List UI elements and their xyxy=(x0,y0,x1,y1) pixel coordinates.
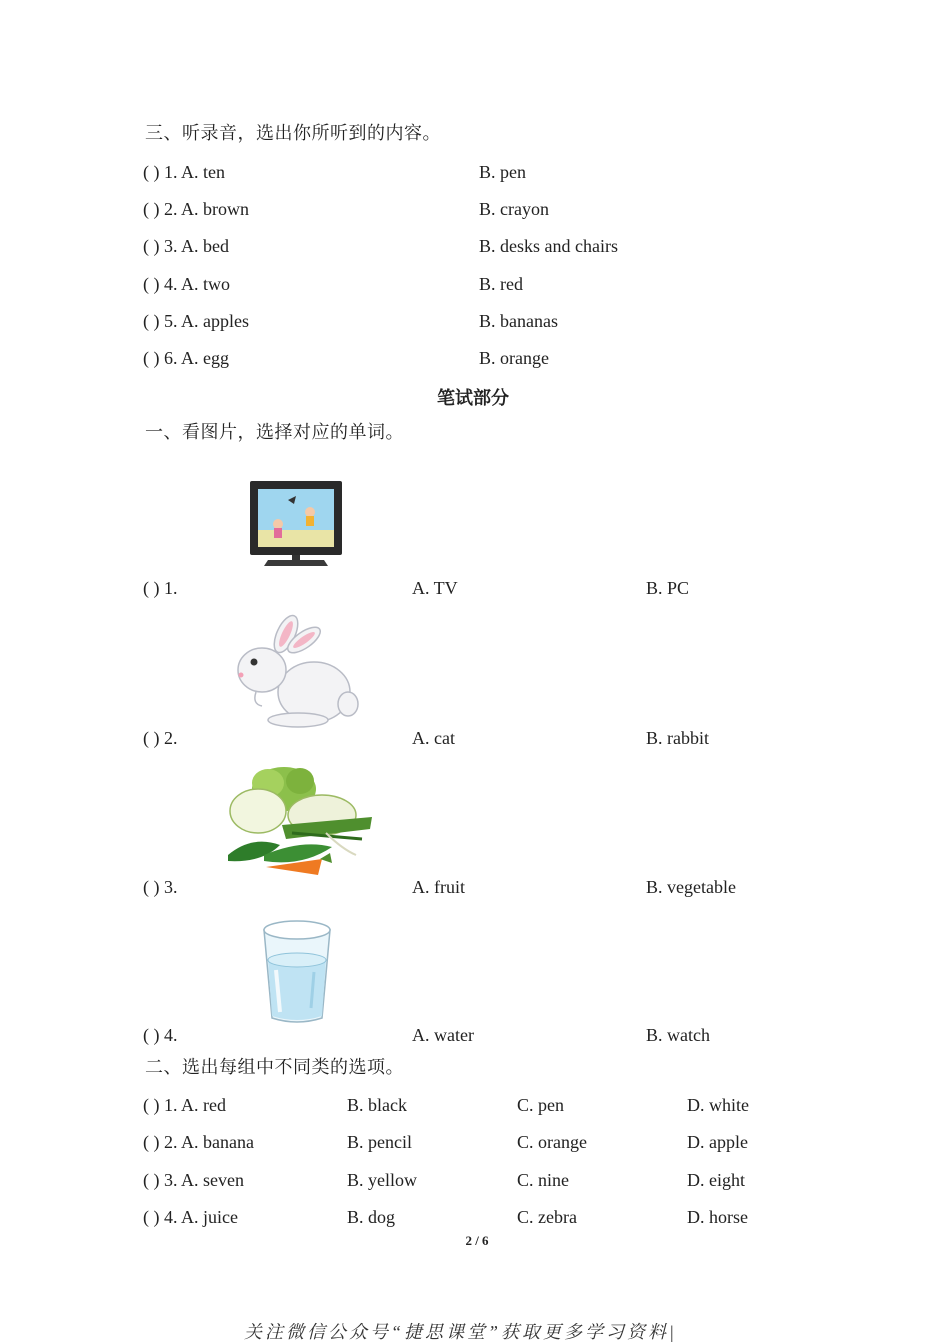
s3-q1-b: B. pen xyxy=(479,162,526,182)
p1-q4-a: A. water xyxy=(412,1025,474,1045)
page-number: 2 / 6 xyxy=(465,1233,489,1248)
p1-q2-b: B. rabbit xyxy=(646,728,709,748)
p1-q4-b: B. watch xyxy=(646,1025,710,1045)
p2-q3-c: C. nine xyxy=(517,1170,569,1190)
p2-q3-d: D. eight xyxy=(687,1170,745,1190)
p2-q4-b: B. dog xyxy=(347,1207,396,1227)
s3-q4: ( ) 4. A. two xyxy=(143,274,230,294)
footer-note: 关注微信公众号“捷思课堂”获取更多学习资料| xyxy=(244,1322,677,1342)
p2-q4-c: C. zebra xyxy=(517,1207,577,1227)
p2-q1: ( ) 1. A. red xyxy=(143,1095,226,1115)
p1-q3-a: A. fruit xyxy=(412,877,465,897)
part1-heading: 一、看图片，选择对应的单词。 xyxy=(145,422,404,442)
p2-q4-d: D. horse xyxy=(687,1207,748,1227)
s3-q2-b: B. crayon xyxy=(479,199,549,219)
p2-q4: ( ) 4. A. juice xyxy=(143,1207,238,1227)
s3-q3-b: B. desks and chairs xyxy=(479,236,618,256)
p2-q1-b: B. black xyxy=(347,1095,407,1115)
s3-q6-b: B. orange xyxy=(479,348,549,368)
s3-q6: ( ) 6. A. egg xyxy=(143,348,229,368)
p1-q3-b: B. vegetable xyxy=(646,877,736,897)
s3-q1: ( ) 1. A. ten xyxy=(143,162,225,182)
p1-q3: ( ) 3. xyxy=(143,877,178,897)
p2-q1-c: C. pen xyxy=(517,1095,564,1115)
part2-heading: 二、选出每组中不同类的选项。 xyxy=(145,1057,404,1077)
vegetables-icon xyxy=(222,763,374,877)
p2-q3-b: B. yellow xyxy=(347,1170,417,1190)
rabbit-icon xyxy=(232,614,362,732)
p2-q2: ( ) 2. A. banana xyxy=(143,1132,254,1152)
s3-q5: ( ) 5. A. apples xyxy=(143,311,249,331)
s3-q2: ( ) 2. A. brown xyxy=(143,199,249,219)
p1-q2: ( ) 2. xyxy=(143,728,178,748)
p1-q1-b: B. PC xyxy=(646,578,690,598)
s3-q5-b: B. bananas xyxy=(479,311,558,331)
s3-q3: ( ) 3. A. bed xyxy=(143,236,229,256)
p2-q2-b: B. pencil xyxy=(347,1132,412,1152)
section3-heading: 三、听录音，选出你所听到的内容。 xyxy=(145,123,441,143)
s3-q4-b: B. red xyxy=(479,274,523,294)
p2-q1-d: D. white xyxy=(687,1095,749,1115)
p2-q3: ( ) 3. A. seven xyxy=(143,1170,244,1190)
p1-q1: ( ) 1. xyxy=(143,578,178,598)
p2-q2-d: D. apple xyxy=(687,1132,748,1152)
tv-icon xyxy=(248,478,346,568)
p1-q1-a: A. TV xyxy=(412,578,458,598)
written-section-title: 笔试部分 xyxy=(437,388,509,408)
p1-q2-a: A. cat xyxy=(412,728,455,748)
p1-q4: ( ) 4. xyxy=(143,1025,178,1045)
water-glass-icon xyxy=(262,916,332,1026)
p2-q2-c: C. orange xyxy=(517,1132,587,1152)
